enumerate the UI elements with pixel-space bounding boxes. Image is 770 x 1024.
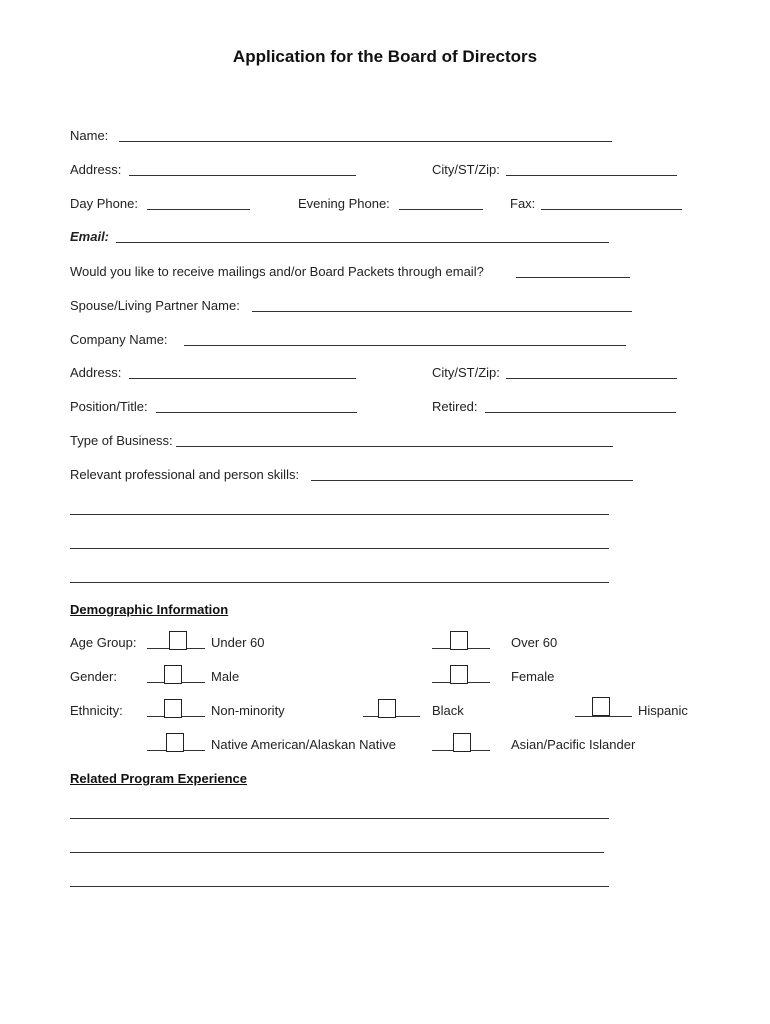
email-label: Email: [70, 229, 110, 244]
retired-field[interactable] [485, 412, 676, 413]
address-label: Address: [70, 162, 122, 177]
experience-line-3[interactable] [70, 886, 609, 887]
city-state-zip-label: City/ST/Zip: [432, 162, 500, 177]
ethnicity-native-american-label: Native American/Alaskan Native [211, 737, 396, 752]
skills-line-2[interactable] [70, 548, 609, 549]
ethnicity-black-label: Black [432, 703, 464, 718]
gender-female-label: Female [511, 669, 555, 684]
company-field[interactable] [184, 345, 626, 346]
skills-field[interactable] [311, 480, 633, 481]
ethnicity-non-minority-label: Non-minority [211, 703, 285, 718]
name-field[interactable] [119, 141, 612, 142]
evening-phone-label: Evening Phone: [298, 196, 390, 211]
ethnicity-asian-checkbox[interactable] [453, 733, 471, 752]
age-group-label: Age Group: [70, 635, 137, 650]
gender-female-checkbox[interactable] [450, 665, 468, 684]
skills-line-1[interactable] [70, 514, 609, 515]
retired-label: Retired: [432, 399, 478, 414]
ethnicity-native-american-checkbox[interactable] [166, 733, 184, 752]
age-over-60-checkbox[interactable] [450, 631, 468, 650]
position-label: Position/Title: [70, 399, 148, 414]
demographic-heading: Demographic Information [70, 602, 229, 617]
skills-label: Relevant professional and person skills: [70, 467, 300, 482]
experience-line-2[interactable] [70, 852, 604, 853]
ethnicity-black-checkbox[interactable] [378, 699, 396, 718]
gender-male-checkbox[interactable] [164, 665, 182, 684]
city-state-zip-field[interactable] [506, 175, 677, 176]
spouse-label: Spouse/Living Partner Name: [70, 298, 240, 313]
email-field[interactable] [116, 242, 609, 243]
skills-line-3[interactable] [70, 582, 609, 583]
address-field[interactable] [129, 175, 356, 176]
experience-line-1[interactable] [70, 818, 609, 819]
ethnicity-hispanic-label: Hispanic [638, 703, 688, 718]
experience-heading: Related Program Experience [70, 771, 248, 786]
company-label: Company Name: [70, 332, 168, 347]
age-over-60-label: Over 60 [511, 635, 558, 650]
evening-phone-field[interactable] [399, 209, 483, 210]
gender-label: Gender: [70, 669, 117, 684]
ethnicity-label: Ethnicity: [70, 703, 123, 718]
day-phone-field[interactable] [147, 209, 250, 210]
company-address-field[interactable] [129, 378, 356, 379]
form-title: Application for the Board of Directors [232, 47, 538, 66]
company-city-state-zip-label: City/ST/Zip: [432, 365, 500, 380]
ethnicity-non-minority-checkbox[interactable] [164, 699, 182, 718]
spouse-field[interactable] [252, 311, 632, 312]
age-under-60-label: Under 60 [211, 635, 265, 650]
business-type-label: Type of Business: [70, 433, 173, 448]
company-city-state-zip-field[interactable] [506, 378, 677, 379]
company-address-label: Address: [70, 365, 122, 380]
mailings-answer-field[interactable] [516, 277, 630, 278]
business-type-field[interactable] [176, 446, 613, 447]
age-under-60-checkbox[interactable] [169, 631, 187, 650]
ethnicity-asian-label: Asian/Pacific Islander [511, 737, 636, 752]
ethnicity-hispanic-checkbox[interactable] [592, 697, 610, 716]
name-label: Name: [70, 128, 109, 143]
position-field[interactable] [156, 412, 357, 413]
day-phone-label: Day Phone: [70, 196, 138, 211]
gender-male-label: Male [211, 669, 240, 684]
mailings-question: Would you like to receive mailings and/or Board Packets through email? [70, 264, 484, 279]
ethnicity-hispanic-blank [575, 716, 632, 717]
fax-label: Fax: [510, 196, 536, 211]
fax-field[interactable] [541, 209, 682, 210]
